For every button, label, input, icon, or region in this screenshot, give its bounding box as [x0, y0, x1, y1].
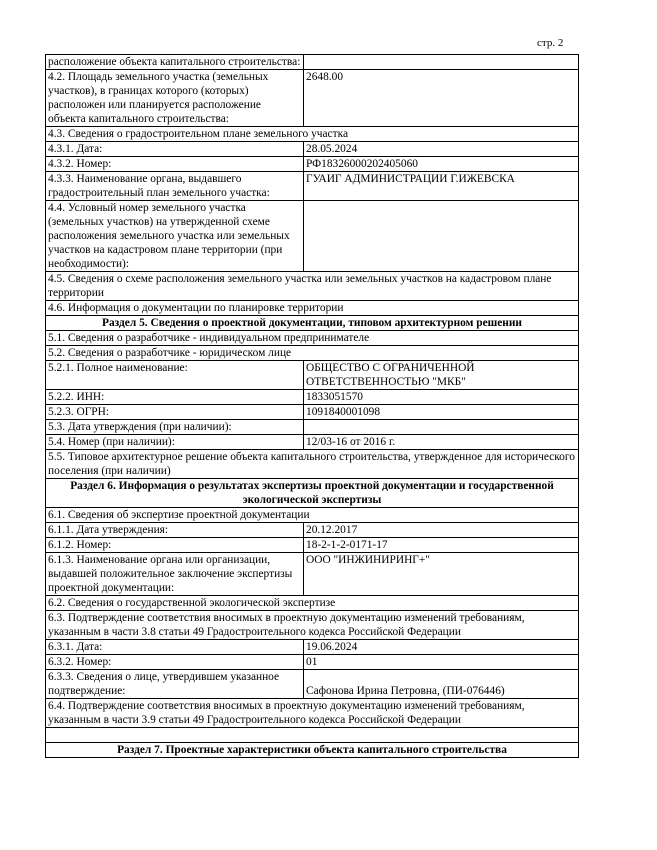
- label-cell: 4.3.3. Наименование органа, выдавшего градостроительный план земельного участка:: [46, 172, 304, 201]
- label-cell: 6.1.1. Дата утверждения:: [46, 523, 304, 538]
- value-cell: РФ18326000202405060: [304, 157, 579, 172]
- label-cell: 4.2. Площадь земельного участка (земельных участков), в границах которого (которых) расположен или планируется расположение объекта капитального строительства:: [46, 70, 304, 127]
- table-row: [46, 640, 579, 655]
- label-cell: 6.1.2. Номер:: [46, 538, 304, 553]
- table-row: [46, 670, 579, 699]
- subsection-heading: 4.5. Сведения о схеме расположения земельного участка или земельных участков на кадастровом плане территории: [46, 272, 579, 301]
- table-row: [46, 346, 579, 361]
- label-cell: 6.3.3. Сведения о лице, утвердившем указанное подтверждение:: [46, 670, 304, 699]
- table-row: [46, 699, 579, 728]
- section-heading: Раздел 7. Проектные характеристики объекта капитального строительства: [46, 743, 579, 758]
- label-cell: 5.2.3. ОГРН:: [46, 405, 304, 420]
- label-cell: 5.3. Дата утверждения (при наличии):: [46, 420, 304, 435]
- label-cell: 5.2.2. ИНН:: [46, 390, 304, 405]
- subsection-heading: 6.2. Сведения о государственной экологической экспертизе: [46, 596, 579, 611]
- label-cell: 4.3.2. Номер:: [46, 157, 304, 172]
- label-cell: 4.4. Условный номер земельного участка (земельных участков) на утвержденной схеме расположения земельного участка или земельных участков на кадастровом плане территории (при необходимости):: [46, 201, 304, 272]
- value-cell: 2648.00: [304, 70, 579, 127]
- value-cell: [304, 420, 579, 435]
- table-row: [46, 435, 579, 450]
- value-cell: 12/03-16 от 2016 г.: [304, 435, 579, 450]
- label-cell: 5.2.1. Полное наименование:: [46, 361, 304, 390]
- value-cell: 1091840001098: [304, 405, 579, 420]
- table-row: [46, 743, 579, 758]
- subsection-heading: 6.4. Подтверждение соответствия вносимых в проектную документацию изменений требованиям, указанным в части 3.9 статьи 49 Градостроительного кодекса Российской Федерации: [46, 699, 579, 728]
- section-heading: Раздел 6. Информация о результатах экспертизы проектной документации и государственной экологической экспертизы: [46, 479, 579, 508]
- subsection-heading: 6.3. Подтверждение соответствия вносимых в проектную документацию изменений требованиям, указанным в части 3.8 статьи 49 Градостроительного кодекса Российской Федерации: [46, 611, 579, 640]
- table-row: [46, 655, 579, 670]
- table-row: [46, 272, 579, 301]
- value-cell: 18-2-1-2-0171-17: [304, 538, 579, 553]
- value-cell: [304, 55, 579, 70]
- table-row: [46, 172, 579, 201]
- table-row: [46, 390, 579, 405]
- table-row: [46, 316, 579, 331]
- value-cell: 19.06.2024: [304, 640, 579, 655]
- value-cell: 28.05.2024: [304, 142, 579, 157]
- value-cell: Сафонова Ирина Петровна, (ПИ-076446): [304, 670, 579, 699]
- table-row: [46, 201, 579, 272]
- table-row: [46, 55, 579, 70]
- table-row: [46, 596, 579, 611]
- table-row: [46, 553, 579, 596]
- table-row: [46, 450, 579, 479]
- label-cell: 6.3.2. Номер:: [46, 655, 304, 670]
- table-row: [46, 70, 579, 127]
- value-cell: [304, 201, 579, 272]
- table-row: [46, 508, 579, 523]
- table-row: [46, 420, 579, 435]
- label-cell: 6.1.3. Наименование органа или организации, выдавшей положительное заключение экспертизы проектной документации:: [46, 553, 304, 596]
- table-row: [46, 611, 579, 640]
- table-row: [46, 157, 579, 172]
- table-row: [46, 728, 579, 743]
- table-row: [46, 405, 579, 420]
- empty-row: [46, 728, 579, 743]
- table-row: [46, 479, 579, 508]
- label-cell: расположение объекта капитального строительства:: [46, 55, 304, 70]
- subsection-heading: 6.1. Сведения об экспертизе проектной документации: [46, 508, 579, 523]
- section-heading: Раздел 5. Сведения о проектной документации, типовом архитектурном решении: [46, 316, 579, 331]
- value-cell: ООО "ИНЖИНИРИНГ+": [304, 553, 579, 596]
- table-row: [46, 127, 579, 142]
- page-number: стр. 2: [537, 37, 564, 49]
- value-cell: 1833051570: [304, 390, 579, 405]
- table-row: [46, 301, 579, 316]
- subsection-heading: 5.2. Сведения о разработчике - юридическом лице: [46, 346, 579, 361]
- value-cell: 01: [304, 655, 579, 670]
- table-row: [46, 361, 579, 390]
- value-cell: 20.12.2017: [304, 523, 579, 538]
- subsection-heading: 4.6. Информация о документации по планировке территории: [46, 301, 579, 316]
- table-row: [46, 538, 579, 553]
- permit-table: [45, 54, 579, 758]
- value-cell: ОБЩЕСТВО С ОГРАНИЧЕННОЙ ОТВЕТСТВЕННОСТЬЮ "МКБ": [304, 361, 579, 390]
- subsection-heading: 4.3. Сведения о градостроительном плане земельного участка: [46, 127, 579, 142]
- table-row: [46, 523, 579, 538]
- value-cell: ГУАИГ АДМИНИСТРАЦИИ Г.ИЖЕВСКА: [304, 172, 579, 201]
- table-row: [46, 331, 579, 346]
- table-row: [46, 142, 579, 157]
- label-cell: 5.4. Номер (при наличии):: [46, 435, 304, 450]
- subsection-heading: 5.1. Сведения о разработчике - индивидуальном предпринимателе: [46, 331, 579, 346]
- label-cell: 4.3.1. Дата:: [46, 142, 304, 157]
- label-cell: 6.3.1. Дата:: [46, 640, 304, 655]
- subsection-heading: 5.5. Типовое архитектурное решение объекта капитального строительства, утвержденное для исторического поселения (при наличии): [46, 450, 579, 479]
